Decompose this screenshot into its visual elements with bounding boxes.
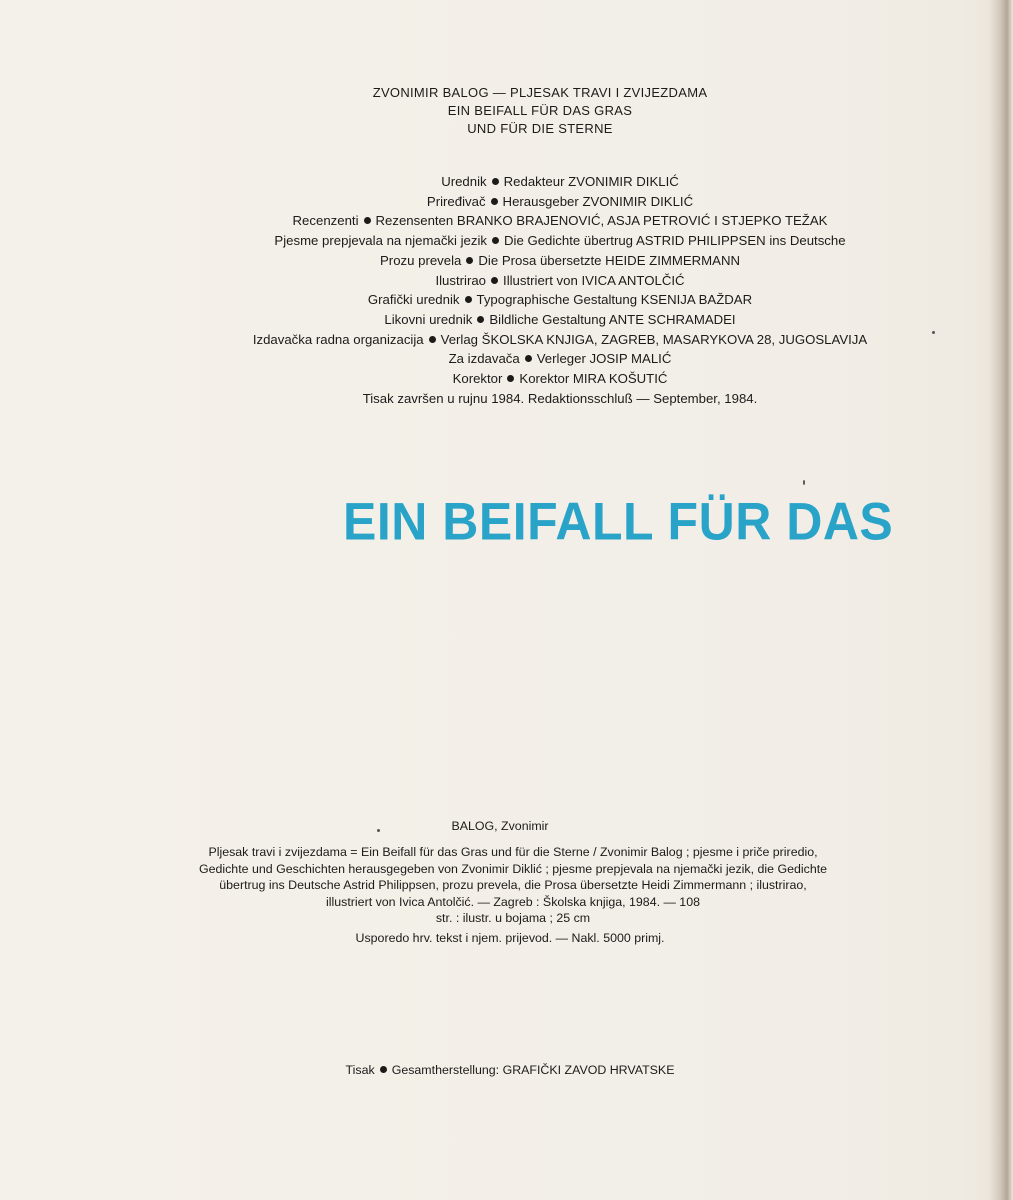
credit-row xyxy=(230,211,890,231)
bullet-icon xyxy=(477,316,484,323)
bullet-icon xyxy=(492,237,499,244)
bullet-icon xyxy=(507,375,514,382)
headline: EIN BEIFALL FÜR DAS xyxy=(343,492,894,551)
speck-mark xyxy=(377,829,380,832)
credit-row xyxy=(230,330,890,350)
printer-label: Tisak xyxy=(345,1063,375,1077)
credit-label-hr: Recenzenti xyxy=(292,213,359,229)
credit-label-hr: Urednik xyxy=(441,174,487,189)
cip-line: Pljesak travi i zvijezdama = Ein Beifall für das Gras und für die Sterne / Zvonimir Balog ; pjesme i priče priredio, xyxy=(208,845,818,859)
credit-label-hr: Prozu prevela xyxy=(380,252,462,268)
cip-record xyxy=(168,844,858,927)
credit-row xyxy=(230,369,890,389)
credit-label-hr: Likovni urednik xyxy=(384,311,473,327)
bullet-icon xyxy=(492,178,499,185)
credit-value: Herausgeber ZVONIMIR DIKLIĆ xyxy=(502,193,694,209)
bullet-icon xyxy=(525,355,532,362)
speck-mark xyxy=(803,480,805,485)
title-line: EIN BEIFALL FÜR DAS GRAS xyxy=(447,103,633,118)
credit-row xyxy=(230,231,890,251)
credit-row xyxy=(230,310,890,330)
credit-label-hr: Priređivač xyxy=(426,193,486,209)
credit-value: Illustriert von IVICA ANTOLČIĆ xyxy=(503,272,685,288)
cip-note: Usporedo hrv. tekst i njem. prijevod. — Nakl. 5000 primj. xyxy=(355,931,665,945)
credit-value: Redakteur ZVONIMIR DIKLIĆ xyxy=(503,174,679,189)
cip-line: str. : ilustr. u bojama ; 25 cm xyxy=(435,911,591,925)
bullet-icon xyxy=(491,198,498,205)
bullet-icon xyxy=(465,296,472,303)
credit-label-hr: Za izdavača xyxy=(448,351,520,367)
cip-line: übertrug ins Deutsche Astrid Philippsen, prozu prevela, die Prosa übersetzte Heidi Zimmermann ; ilustrirao, xyxy=(219,878,807,892)
title-line: ZVONIMIR BALOG — PLJESAK TRAVI I ZVIJEZDAMA xyxy=(372,85,708,100)
bullet-icon xyxy=(380,1066,387,1073)
credit-row xyxy=(230,290,890,310)
credit-value: Die Prosa übersetzte HEIDE ZIMMERMANN xyxy=(478,252,740,268)
credit-value: Die Gedichte übertrug ASTRID PHILIPPSEN ins Deutsche xyxy=(504,233,846,249)
credit-row xyxy=(230,192,890,212)
speck-mark xyxy=(932,331,935,334)
print-date: Tisak završen u rujnu 1984. Redaktionsschluß — September, 1984. xyxy=(362,390,758,406)
credit-value: Korektor MIRA KOŠUTIĆ xyxy=(519,371,668,387)
credit-label-hr: Ilustrirao xyxy=(435,272,487,288)
credit-value: Typographische Gestaltung KSENIJA BAŽDAR xyxy=(476,292,753,308)
credits-block xyxy=(230,172,890,408)
credit-value: Verleger JOSIP MALIĆ xyxy=(536,351,672,367)
cip-line: illustriert von Ivica Antolčić. — Zagreb : Školska knjiga, 1984. — 108 xyxy=(326,894,700,909)
bullet-icon xyxy=(466,257,473,264)
credit-row xyxy=(230,271,890,291)
credit-row xyxy=(230,251,890,271)
credit-label-hr: Grafički urednik xyxy=(367,292,460,308)
credit-value: Bildliche Gestaltung ANTE SCHRAMADEI xyxy=(489,311,736,327)
printer-line xyxy=(300,1063,720,1077)
credit-label-hr: Izdavačka radna organizacija xyxy=(252,331,424,347)
cip-line: Gedichte und Geschichten herausgegeben von Zvonimir Diklić ; pjesme prepjevala na njemački jezik, die Gedichte xyxy=(198,861,828,876)
credit-value: Rezensenten BRANKO BRAJENOVIĆ, ASJA PETROVIĆ I STJEPKO TEŽAK xyxy=(375,213,828,229)
credit-row xyxy=(230,172,890,192)
bullet-icon xyxy=(429,336,436,343)
credit-label-hr: Korektor xyxy=(452,371,503,387)
credit-row xyxy=(230,349,890,369)
bullet-icon xyxy=(491,277,498,284)
title-block xyxy=(300,84,780,138)
credit-label-hr: Pjesme prepjevala na njemački jezik xyxy=(274,233,487,249)
printer-value: Gesamtherstellung: GRAFIČKI ZAVOD HRVATSKE xyxy=(391,1063,675,1077)
page-edge-shadow xyxy=(989,0,1013,1200)
credit-value: Verlag ŠKOLSKA KNJIGA, ZAGREB, MASARYKOVA 28, JUGOSLAVIJA xyxy=(440,331,868,347)
cip-heading: BALOG, Zvonimir xyxy=(451,819,549,833)
bullet-icon xyxy=(364,217,371,224)
title-line: UND FÜR DIE STERNE xyxy=(467,121,613,136)
